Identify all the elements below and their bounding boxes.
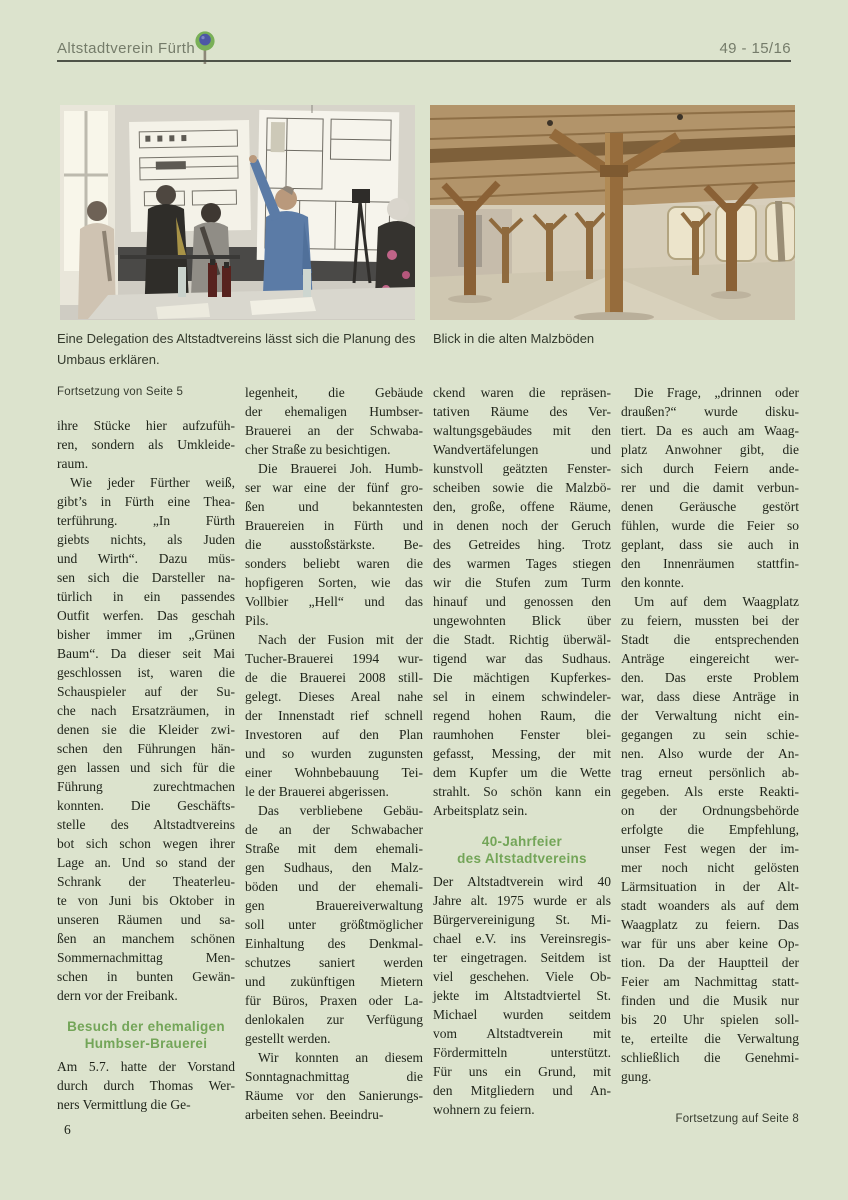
text-line: wir die Stufen zum Turm	[433, 575, 611, 590]
text-line: arbeiten sehen. Beeindru-	[245, 1107, 384, 1122]
text-line: giebts nichts, als Juden	[57, 532, 235, 547]
text-line: Um auf dem Waagplatz	[634, 594, 799, 609]
text-line: ihre Stücke hier aufzufüh-	[57, 418, 235, 433]
paragraph	[57, 473, 235, 1005]
text-line: ser war eine der fünf gro-	[245, 480, 423, 495]
article-column-1	[57, 383, 235, 1129]
text-line: stadt woanders als auf dem	[621, 898, 799, 913]
text-line: Pils.	[245, 613, 269, 628]
text-line: trag erneut persönlich ab-	[621, 765, 799, 780]
text-line: ners Vermittlung die Ge-	[57, 1097, 191, 1112]
heading-line: 40-Jahrfeier	[481, 834, 563, 849]
text-line: Anträge eingereicht wer-	[621, 651, 799, 666]
text-line: Sonntagnachmittag die	[245, 1069, 423, 1084]
text-line: Outfit werfen. Das geschah	[57, 608, 235, 623]
text-line: gen lassen und sich für die	[57, 760, 235, 775]
text-line: de die Brauerei 2008 still-	[245, 670, 423, 685]
text-line: gibt’s in Fürth eine Thea-	[57, 494, 235, 509]
text-line: Vollbier „Hell“ und das	[245, 594, 423, 609]
text-line: le der Brauerei abgerissen.	[245, 784, 389, 799]
text-line: türlich in ein passendes	[57, 589, 235, 604]
text-line: ßen und bekanntesten	[245, 499, 423, 514]
text-line: und zukünftigen Mietern	[245, 974, 423, 989]
text-line: ter eingetragen. Seitdem ist	[433, 950, 611, 965]
text-line: für Büros, Praxen oder La-	[245, 993, 423, 1008]
text-line: Räume vor den Sanierungs-	[245, 1088, 423, 1103]
text-line: sen sich die Darsteller na-	[57, 570, 235, 585]
text-line: soll unter größtmöglicher	[245, 917, 423, 932]
text-line: gelegt. Dieses Areal nahe	[245, 689, 423, 704]
paragraph	[57, 416, 235, 473]
text-line: des warmen Tages stiegen	[433, 556, 611, 571]
text-line: de an der Schwabacher	[245, 822, 423, 837]
text-line: tion. Da der Hauptteil der	[621, 955, 799, 970]
text-line: draußen?“ wurde disku-	[621, 404, 799, 419]
text-line: unseren Räumen und sa-	[57, 912, 235, 927]
text-line: legenheit, die Gebäude	[245, 385, 423, 400]
text-line: böden und der ehemali-	[245, 879, 423, 894]
text-line: der Innenstadt rief schnell	[245, 708, 423, 723]
continued-on-note: Fortsetzung auf Seite 8	[675, 1113, 799, 1125]
text-line: Michael wurden seitdem	[433, 1007, 611, 1022]
text-line: dem Kupfer um die Wette	[433, 765, 611, 780]
paragraph	[433, 872, 611, 1119]
text-line: gestellt werden.	[245, 1031, 331, 1046]
text-line: finden und die Musik nur	[621, 993, 799, 1008]
text-line: wohnern zu feiern.	[433, 1102, 535, 1117]
text-line: raum.	[57, 456, 89, 471]
heading-line: des Altstadtvereins	[457, 851, 587, 866]
text-line: Baum“. Da dieser seit Mai	[57, 646, 235, 661]
text-line: Jahre alt. 1975 wurde er als	[433, 893, 611, 908]
text-line: unser Fest wegen der im-	[621, 841, 799, 856]
text-line: on der Ordnungsbehörde	[621, 803, 799, 818]
text-line: und Wirth“. Dazu müs-	[57, 551, 235, 566]
text-line: gen Sudhaus, den Malz-	[245, 860, 423, 875]
text-line: Wie jeder Fürther weiß,	[70, 475, 235, 490]
text-line: Schrank der Theaterleu-	[57, 874, 235, 889]
text-line: schen den Führungen hän-	[57, 741, 235, 756]
text-line: hinauf und genossen den	[433, 594, 611, 609]
text-line: war, dass diese Anträge in	[621, 689, 799, 704]
text-line: che nach Ersatzräumen, in	[57, 703, 235, 718]
text-line: die Stadt. Richtig überwäl-	[433, 632, 611, 647]
header-title: Altstadtverein Fürth	[57, 40, 196, 57]
text-line: Die mächtigen Kupferkes-	[433, 670, 611, 685]
text-line: vom Altstadtverein mit	[433, 1026, 611, 1041]
text-line: des Getreides hing. Trotz	[433, 537, 611, 552]
section-heading	[433, 833, 611, 867]
paragraph	[433, 383, 611, 820]
text-line: tiert. Da es auch am Waag-	[621, 423, 799, 438]
text-line: durch durch Thomas Wer-	[57, 1078, 235, 1093]
paragraph	[245, 383, 423, 459]
text-line: bot sich schon wegen ihrer	[57, 836, 235, 851]
text-line: Lage an. Und so stand der	[57, 855, 235, 870]
text-line: denlokalen zur Verfügung	[245, 1012, 423, 1027]
text-line: gung.	[621, 1069, 652, 1084]
text-line: scheiben sowie die Malzbö-	[433, 480, 611, 495]
article-column-2	[245, 383, 423, 1129]
header-rule	[57, 60, 791, 62]
issue-number: 49 - 15/16	[719, 40, 791, 57]
text-line: waltungsgebäudes mit den	[433, 423, 611, 438]
text-line: tigend war das Sudhaus.	[433, 651, 611, 666]
text-line: rer und die damit verbun-	[621, 480, 799, 495]
text-line: ßen an manchem schönen	[57, 931, 235, 946]
text-line: Führung zurechtmachen	[57, 779, 235, 794]
text-line: Brauereien in Fürth und	[245, 518, 423, 533]
text-line: Der Altstadtverein wird 40	[433, 874, 611, 889]
text-line: Waagplatz zu feiern. Das	[621, 917, 799, 932]
heading-line: Besuch der ehemaligen	[67, 1019, 225, 1034]
continued-from-note: Fortsetzung von Seite 5	[57, 386, 184, 398]
text-line: stelle des Altstadtvereins	[57, 817, 235, 832]
text-line: zu feiern, mussten bei der	[621, 613, 799, 628]
page-number: 6	[64, 1122, 71, 1137]
text-line: Stadt die entsprechenden	[621, 632, 799, 647]
text-line: bis 20 Uhr spielen soll-	[621, 1012, 799, 1027]
text-line: den, große, offene Räume,	[433, 499, 611, 514]
text-line: gen Brauereiverwaltung	[245, 898, 423, 913]
text-line: sel in einem schwindeler-	[433, 689, 611, 704]
text-line: terführung. „In Fürth	[57, 513, 235, 528]
text-line: hopfigeren Sorten, wie das	[245, 575, 423, 590]
text-line: Einhaltung des Denkmal-	[245, 936, 423, 951]
text-line: Nach der Fusion mit der	[258, 632, 423, 647]
text-line: denen sie die Kleider zwi-	[57, 722, 235, 737]
text-line: Wir konnten an diesem	[258, 1050, 423, 1065]
text-line: der Verwaltung nicht ein-	[621, 708, 799, 723]
paragraph	[245, 459, 423, 630]
paragraph	[245, 1048, 423, 1124]
text-line: Bürgervereinigung St. Mi-	[433, 912, 611, 927]
text-line: kunstvoll geätzten Fenster-	[433, 461, 611, 476]
text-line: Brauerei an der Schwaba-	[245, 423, 423, 438]
text-line: den konnte.	[621, 575, 684, 590]
text-line: viel geschehen. Viele Ob-	[433, 969, 611, 984]
text-line: raumhohen Fenster blei-	[433, 727, 611, 742]
text-line: Das verbliebene Gebäu-	[258, 803, 423, 818]
article-column-3	[433, 383, 611, 1129]
text-line: Fördermitteln unterstützt.	[433, 1045, 611, 1060]
text-line: chael e.V. ins Vereinsregis-	[433, 931, 611, 946]
text-line: te, erteilte die Verwaltung	[621, 1031, 799, 1046]
photo-caption: Blick in die alten Malzböden	[433, 331, 595, 346]
text-line: regend hohen Raum, die	[433, 708, 611, 723]
article-column-4	[621, 383, 799, 1129]
text-line: in denen noch der Geruch	[433, 518, 611, 533]
text-line: geplant, dass sie auch in	[621, 537, 799, 552]
text-line: einer Wohnbebauung Tei-	[245, 765, 423, 780]
paragraph	[621, 592, 799, 1086]
text-line: gegeben. Als erste Reakti-	[621, 784, 799, 799]
text-line: konnten. Die Geschäfts-	[57, 798, 235, 813]
text-line: der ehemaligen Humbser-	[245, 404, 423, 419]
text-line: gefasst, Messing, der mit	[433, 746, 611, 761]
text-line: jekte im Altstadtviertel St.	[433, 988, 611, 1003]
paragraph	[621, 383, 799, 592]
text-line: bisher immer im „Grünen	[57, 627, 235, 642]
text-line: Am 5.7. hatte der Vorstand	[57, 1059, 235, 1074]
article-columns	[57, 383, 799, 1129]
paragraph	[57, 1057, 235, 1114]
text-line: Straße mit dem ehemali-	[245, 841, 423, 856]
text-line: platz Anwohner gibt, die	[621, 442, 799, 457]
text-line: nen. Also wurde der An-	[621, 746, 799, 761]
text-line: Die Brauerei Joh. Humb-	[258, 461, 423, 476]
photo-caption: Eine Delegation des Altstadtvereins lässt sich die Planung des Umbaus erklären.	[57, 331, 416, 367]
text-line: den. Das erste Problem	[621, 670, 799, 685]
text-line: Die Frage, „drinnen oder	[634, 385, 799, 400]
text-line: fühlen, wurde die Feier so	[621, 518, 799, 533]
text-line: ren, sondern als Umkleide-	[57, 437, 235, 452]
text-line: te von Juni bis Oktober in	[57, 893, 235, 908]
text-line: cher Straße zu besichtigen.	[245, 442, 391, 457]
text-line: Arbeitsplatz sein.	[433, 803, 528, 818]
paragraph	[245, 630, 423, 801]
text-line: strahlt. So schön kann ein	[433, 784, 611, 799]
text-line: war für uns aber keine Op-	[621, 936, 799, 951]
text-line: Lärmsituation in der Alt-	[621, 879, 799, 894]
text-line: Tucher-Brauerei 1994 wur-	[245, 651, 423, 666]
text-line: erfolgte die Empfehlung,	[621, 822, 799, 837]
delegation-photo	[60, 105, 415, 320]
text-line: schutzes saniert werden	[245, 955, 423, 970]
text-line: und so wurden zugunsten	[245, 746, 423, 761]
text-line: gegangen zu sein schie-	[621, 727, 799, 742]
heading-line: Humbser-Brauerei	[84, 1036, 208, 1051]
text-line: die ausstoßstärkste. Be-	[245, 537, 423, 552]
section-heading	[57, 1018, 235, 1052]
text-line: schen in bunten Gewän-	[57, 969, 235, 984]
text-line: tativen Räume des Ver-	[433, 404, 611, 419]
text-line: sonders beliebt waren die	[245, 556, 423, 571]
text-line: Wandvertäfelungen und	[433, 442, 611, 457]
text-line: geschlossen ist, waren die	[57, 665, 235, 680]
text-line: Feier am Nachmittag statt-	[621, 974, 799, 989]
paragraph	[245, 801, 423, 1048]
text-line: ungewohnten Blick über	[433, 613, 611, 628]
text-line: den Mitgliedern und An-	[433, 1083, 611, 1098]
text-line: mer noch nicht gelösten	[621, 860, 799, 875]
text-line: den Innenräumen stattfin-	[621, 556, 799, 571]
text-line: schließlich die Genehmi-	[621, 1050, 799, 1065]
text-line: sich durch Feiern ande-	[621, 461, 799, 476]
text-line: Für uns ein Grund, mit	[433, 1064, 611, 1079]
text-line: ckend waren die repräsen-	[433, 385, 611, 400]
text-line: denen Geräusche gestört	[621, 499, 799, 514]
text-line: Investoren auf den Plan	[245, 727, 423, 742]
text-line: Sommernachmittag Men-	[57, 950, 235, 965]
text-line: Schauspieler auf der Su-	[57, 684, 235, 699]
malzboeden-photo	[430, 105, 795, 320]
text-line: dern vor der Freibank.	[57, 988, 178, 1003]
